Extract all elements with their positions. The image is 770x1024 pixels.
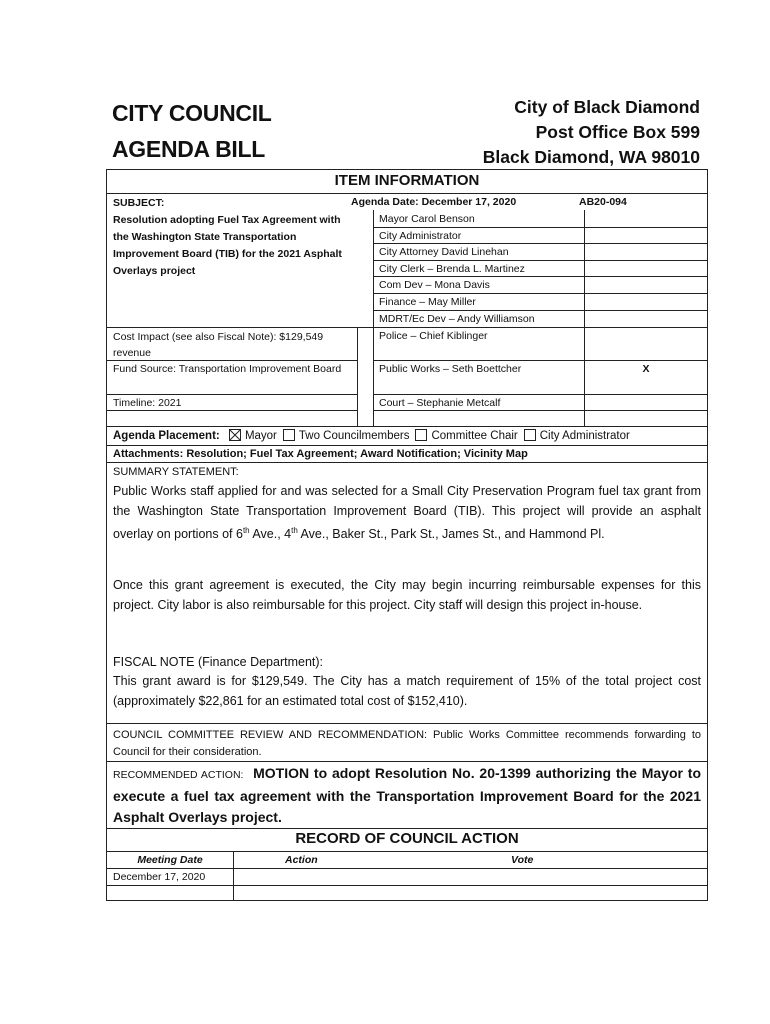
fiscal-note-label: FISCAL NOTE (Finance Department): (113, 655, 324, 669)
placement-option-label: Two Councilmembers (298, 430, 410, 442)
summary-p1-text-a: Public Works staff applied for and was selected for a Small City Preservation Program fuel tax grant from the Washington State Transportation Improvement Board (TIB). This project will provide an asphalt overlay on portions of 6 (113, 484, 701, 542)
bill-title-line1: CITY COUNCIL (112, 100, 272, 126)
summary-p1-text-b: Ave., 4 (249, 527, 292, 542)
reviewer-name: Police – Chief Kiblinger (379, 330, 488, 342)
summary-p1-sup-2: th (291, 526, 298, 535)
reviewer-name: City Attorney David Linehan (379, 246, 509, 258)
reviewer-name: Com Dev – Mona Davis (379, 279, 490, 291)
summary-p1-text-c: Ave., Baker St., Park St., James St., and Hammond Pl. (297, 527, 605, 542)
reviewer-name: Finance – May Miller (379, 296, 476, 308)
agenda-date: Agenda Date: December 17, 2020 (351, 196, 517, 208)
recommended-action-motion: MOTION to adopt Resolution No. 20-1399 authorizing the Mayor to execute a fuel tax agreement with the Transportation Improvement Board for the 2021 Asphalt Overlays project. (113, 765, 701, 825)
placement-options (223, 430, 630, 442)
org-address-line1: Post Office Box 599 (535, 122, 700, 142)
agenda-placement (113, 428, 630, 444)
agenda-bill-form (106, 169, 708, 901)
agenda-placement-label: Agenda Placement: (113, 430, 220, 442)
bill-number: AB20-094 (579, 196, 627, 208)
reviewer-name: Mayor Carol Benson (379, 213, 475, 225)
summary-paragraph-1 (113, 482, 701, 545)
recommended-action-label: RECOMMENDED ACTION: (113, 769, 244, 781)
placement-checkbox-city-administrator[interactable] (524, 429, 536, 441)
col-meeting-date: Meeting Date (137, 854, 203, 866)
reviewer-name: City Administrator (379, 230, 462, 242)
org-block (483, 95, 700, 170)
reviewer-name: Public Works – Seth Boettcher (379, 363, 522, 375)
subject-text: Resolution adopting Fuel Tax Agreement with the Washington State Transportation Improvement Board (TIB) for the 2021 Asphalt Overlays project (113, 214, 342, 277)
bill-title (112, 95, 272, 167)
fiscal-note-text: This grant award is for $129,549. The City has a match requirement of 15% of the total project cost (approximately $22,861 for an estimated total cost of $152,410). (113, 674, 701, 708)
committee-recommendation: COUNCIL COMMITTEE REVIEW AND RECOMMENDATION: Public Works Committee recommends forwarding to Council for their consideration. (113, 729, 701, 758)
col-action: Action (285, 854, 318, 866)
timeline: Timeline: 2021 (113, 397, 182, 409)
org-name: City of Black Diamond (514, 97, 700, 117)
reviewer-name: Court – Stephanie Metcalf (379, 397, 501, 409)
summary-p1-sup-1: th (242, 526, 250, 535)
bill-title-line2: AGENDA BILL (112, 136, 266, 162)
placement-checkbox-two-councilmembers[interactable] (283, 429, 295, 441)
summary-label: SUMMARY STATEMENT: (113, 466, 239, 478)
placement-option-label: City Administrator (539, 430, 630, 442)
item-information-title: ITEM INFORMATION (334, 172, 480, 189)
reviewer-name: City Clerk – Brenda L. Martinez (379, 263, 525, 275)
org-address-line2: Black Diamond, WA 98010 (482, 147, 700, 167)
reviewer-name: MDRT/Ec Dev – Andy Williamson (379, 313, 535, 325)
recommended-action (113, 763, 701, 828)
summary-paragraph-2: Once this grant agreement is executed, the City may begin incurring reimbursable expenses for this project. City labor is also reimbursable for this project. City staff will design this project in-house. (113, 578, 701, 612)
record-date-0: December 17, 2020 (113, 871, 206, 883)
subject-block (113, 195, 353, 280)
cost-impact: Cost Impact (see also Fiscal Note): $129,549 revenue (113, 331, 324, 359)
placement-checkbox-committee-chair[interactable] (415, 429, 427, 441)
placement-option-label: Committee Chair (431, 430, 518, 442)
record-of-council-action-title: RECORD OF COUNCIL ACTION (295, 830, 519, 847)
placement-checkbox-mayor[interactable] (229, 429, 241, 441)
fund-source: Fund Source: Transportation Improvement Board (113, 363, 342, 375)
subject-label: SUBJECT: (113, 197, 165, 209)
placement-option-label: Mayor (244, 430, 277, 442)
col-vote: Vote (511, 854, 534, 866)
reviewer-mark: X (642, 363, 650, 375)
attachments: Attachments: Resolution; Fuel Tax Agreement; Award Notification; Vicinity Map (113, 448, 528, 460)
